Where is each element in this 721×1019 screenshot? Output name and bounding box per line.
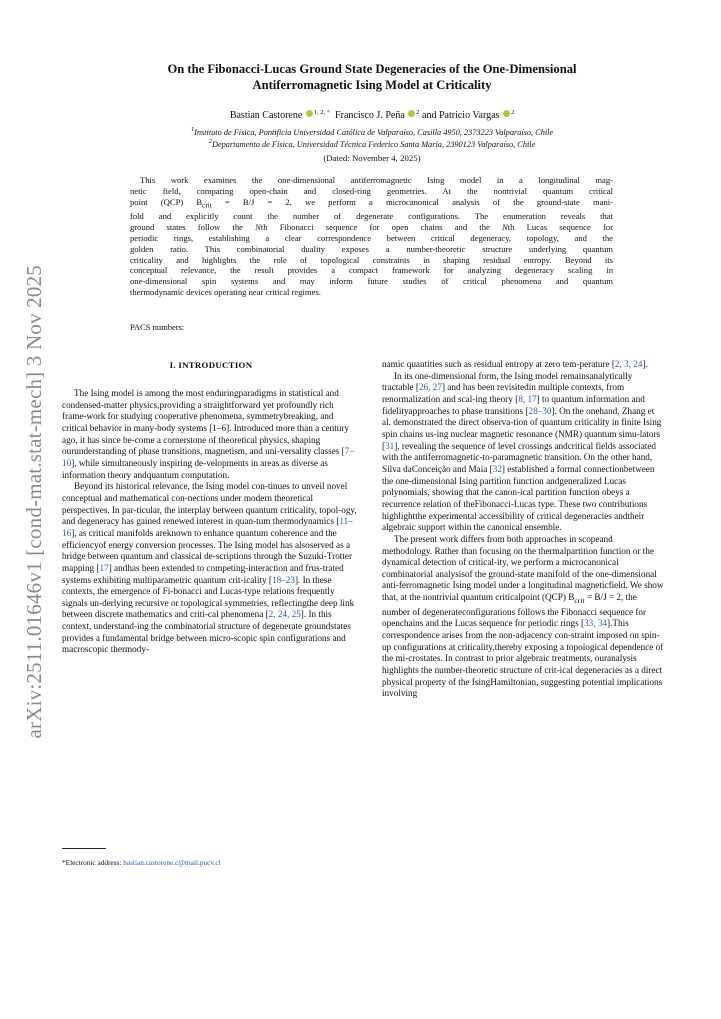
citation-link[interactable]: 32 (492, 463, 502, 474)
text-line: paramagnetic transition. On the other hand, Silva da (382, 452, 653, 474)
text-line: point (QCP) $B_{crit} = B/J = 2$, the number of degenerate (382, 592, 637, 617)
footnote-label: *Electronic address: (62, 858, 124, 867)
text-line: namic quantities such as residual entropy at zero tem- (382, 359, 580, 369)
text-line: cal phenomena [2, 24, 25]. In this context, understand- (62, 609, 332, 632)
text-line: breaking, and critical behavior in many-body systems [1– (62, 411, 334, 433)
text-line: tinues to unveil novel conceptual and mathematical con- (62, 481, 348, 503)
text-line: periodic rings, establishing a clear correspondence between critical degeneracy, topology, and the (130, 232, 613, 243)
arxiv-identifier-stamp[interactable]: arXiv:2511.01646v1 [cond-mat.stat-mech] 3 Nov 2025 (22, 265, 46, 739)
text-line: fold and explicitly count the number of degenerate configurations. The enumeration reveals that (130, 211, 613, 222)
author-list (80, 110, 664, 121)
affiliation-number: 2 (208, 138, 212, 145)
citation-link[interactable]: 28–30 (528, 405, 552, 416)
affiliation-text: Instituto de Física, Pontificia Universidad Católica de Valparaíso, Casilla 4950, 2373223 Valparaíso, Chile (194, 128, 554, 137)
text-line: point (QCP) $B_{crit} = B/J = 2$, we perform a microcanonical analysis of the ground-state mani- (130, 196, 614, 210)
citation-link[interactable]: 33, 34 (584, 618, 608, 629)
text-line: versality classes [7–10], while simultaneously inspiring de- (62, 446, 354, 468)
text-line: ical partition function obeys a recurrence relation of the (382, 487, 630, 509)
citation-link[interactable]: 11–16 (62, 516, 353, 538)
text-line: ferromagnetic Ising model under a longitudinal magnetic (398, 580, 609, 591)
text-line: analysis highlights the number-theoretic structure of crit- (382, 653, 637, 675)
text-line: The present work differs from both approaches in scope (394, 533, 600, 544)
text-line: approaches to phase transitions [28–30]. On the one (408, 405, 600, 416)
text-line: between the one-dimensional Ising partition function and (382, 463, 655, 486)
footnote-rule (62, 848, 106, 849)
text-line: analytically tractable [26, 27] and has been revisited (382, 370, 633, 393)
text-line: ical degeneracies as a direct physical property of the Ising (382, 664, 663, 687)
text-line: golden ratio. This combinatorial duality exposes a number-theoretic structure underlying quantum (130, 243, 613, 254)
orcid-icon[interactable] (503, 110, 510, 117)
text-line: conceptual relevance, the result provides a compact framework for analyzing degeneracy scaling in (130, 265, 613, 276)
text-line: perature [2, 3, 24]. (579, 359, 648, 369)
text-line: icality [18–23]. In these contexts, the emergence of Fi- (62, 574, 332, 597)
abstract (130, 175, 613, 298)
text-line: tion of quantum criticality in finite Ising spin chains us- (382, 417, 662, 439)
text-line: This work examines the one-dimensional antiferromagnetic Ising model in a longitudinal mag- (140, 175, 613, 185)
text-line: straint imposed on spin-up configurations at criticality, (382, 629, 660, 652)
author-name: Bastian Castorene (229, 110, 303, 121)
text-line: This correspondence arises from the non-adjacency con- (382, 618, 629, 640)
citation-link[interactable]: 18–23 (272, 574, 295, 585)
text-line: derlying recursive or topological symmetries, reflecting (102, 597, 307, 608)
text-line: lators [31], revealing the sequence of level crossings and (382, 428, 661, 451)
text-line: ing nuclear magnetic resonance (NMR) quantum simu- (436, 428, 640, 439)
text-line: tum thermodynamics [11–16], as critical manifolds are (62, 516, 353, 538)
text-line: thereby exposing a topological dependence of the mi- (382, 641, 664, 664)
text-line: ground states follow the Nth Fibonacci sequence for open chains and the Nth Lucas sequence for (130, 222, 614, 233)
text-line: scriptions through the Suzuki-Trotter mapping [17] and (62, 551, 353, 573)
author-name: Francisco J. Peña (335, 110, 405, 121)
citation-link[interactable]: 26, 27 (418, 382, 442, 393)
text-line: states provides a fundamental bridge between micro- (62, 621, 351, 643)
text-line: come a cornerstone of theoretical physics, shaping our (62, 434, 321, 457)
citation-link[interactable]: 8, 17 (518, 393, 537, 404)
paragraph (62, 388, 360, 481)
text-line: The Ising model is among the most enduring (74, 388, 239, 398)
text-line: Beyond its historical relevance, the Ising model con- (74, 481, 268, 492)
text-line: their algebraic support within the canonical ensemble. (382, 510, 645, 533)
citation-link[interactable]: 2, 3, 24 (614, 359, 643, 369)
email-link[interactable]: bastian.castorene.c@mail.pucv.cl (123, 858, 221, 867)
paragraph (382, 359, 664, 371)
right-column (382, 359, 664, 700)
text-line: ing the combinatorial structure of degenerate ground (137, 621, 331, 632)
text-line: ing theory [8, 17] to quantum information and fidelity (382, 393, 645, 416)
text-line: the experimental accessibility of critical degeneracies and (415, 510, 628, 521)
text-line: critical fields associated with the antiferromagnetic-to- (382, 440, 656, 463)
text-line: in multiple contexts, from renormalization and scal- (382, 382, 625, 404)
text-line: Fibonacci-Lucas type. These two contributions highlight (382, 498, 648, 521)
text-line: configurations follows the Fibonacci sequence for open (382, 606, 647, 629)
footnote (62, 858, 221, 867)
text-line: known to enhance quantum coherence and the efficiency (62, 527, 337, 550)
text-line: chains and the Lucas sequence for periodic rings [33, 34]. (399, 618, 613, 629)
author-name: Patricio Vargas (438, 110, 500, 121)
author-affiliation-mark: 1, 2, * (313, 109, 331, 116)
title-line: On the Fibonacci-Lucas Ground State Degeneracies of the One-Dimensional (167, 62, 577, 76)
text-line: Conceição and Maia [32] established a formal connection (411, 463, 624, 474)
text-line: scopic spin configurations and macroscopic thermody- (62, 632, 346, 655)
text-line: of energy conversion processes. The Ising model has also (98, 539, 310, 550)
text-line: partition function or the dynamical detection of critical- (382, 545, 654, 568)
text-line: In its one-dimensional form, the Ising model remains (394, 370, 590, 381)
affiliation-1 (80, 128, 664, 137)
text-line: crostates. In contrast to prior algebraic treatments, our (408, 653, 608, 664)
dated-line: (Dated: November 4, 2025) (323, 153, 421, 163)
citation-link[interactable]: 17 (99, 562, 109, 573)
paper-title (90, 62, 654, 93)
section-heading: I. INTRODUCTION (169, 360, 253, 370)
text-line: has been extended to competing-interaction and frus- (127, 562, 323, 573)
text-line: trated systems exhibiting multiparametric quantum crit- (62, 562, 344, 585)
text-line: thermodynamic devices operating near critical regimes. (130, 287, 321, 298)
title-line: Antiferromagnetic Ising Model at Criticality (252, 77, 492, 92)
affiliation-number: 1 (190, 126, 195, 133)
text-line: Hamiltonian, suggesting potential implications involving (382, 676, 663, 699)
text-line: providing a straightforward yet profoundly rich frame- (62, 399, 334, 422)
citation-link[interactable]: 2, 24, 25 (268, 609, 301, 620)
citation-link[interactable]: 31 (385, 440, 395, 451)
left-column (62, 388, 360, 656)
author-conjunction: and (422, 110, 437, 121)
text-line: generalized Lucas polynomials, showing that the canon- (382, 475, 626, 498)
orcid-icon[interactable] (408, 110, 415, 117)
text-line: served as a bridge between quantum and classical de- (62, 539, 351, 562)
text-line: work for studying cooperative phenomena, symmetry (86, 411, 284, 422)
text-line: velopments in areas as diverse as information theory and (62, 457, 328, 480)
text-line: ticular, the interplay between quantum criticality, topol- (136, 504, 342, 515)
text-line: one-dimensional spin systems and may inform future studies of critical phenomena and quantum (130, 276, 613, 287)
text-line: and methodology. Rather than focusing on the thermal (382, 533, 613, 556)
affiliation-text: Departamento de Física, Universidad Técnica Federico Santa María, 2390123 Valparaíso, Chile (211, 140, 536, 149)
affiliation-2 (80, 140, 664, 149)
author-affiliation-mark: 2 (416, 109, 420, 116)
text-line: the deep link between discrete mathematics and criti- (62, 597, 355, 620)
paragraph (382, 371, 664, 534)
text-line: 6]. Introduced more than a century ago, it has since be- (62, 422, 350, 445)
orcid-icon[interactable] (306, 110, 313, 117)
text-line: bonacci and Lucas-type relations frequently signals un- (62, 586, 335, 608)
paragraph (382, 534, 664, 700)
text-line: of the ground-state manifold of the one-dimensional anti- (382, 568, 657, 591)
citation-link[interactable]: 7–10 (62, 446, 354, 468)
text-line: hand, Zhang et al. demonstrated the direct observa- (382, 405, 655, 428)
author-affiliation-mark: 2 (510, 109, 515, 116)
text-line: nections under modern theoretical perspectives. In par- (62, 492, 314, 515)
text-line: understanding of phase transitions, magnetism, and uni- (74, 446, 280, 457)
text-line: quantum computation. (146, 469, 230, 480)
corresponding-author-mark[interactable]: * (326, 109, 331, 116)
pacs-numbers: PACS numbers: (130, 322, 185, 332)
text-line: criticality and highlights the role of topological constraints in shaping residual entropy. Beyond its (130, 254, 613, 265)
text-line: paradigms in statistical and condensed-matter physics, (62, 388, 339, 410)
text-line: ogy, and degeneracy has gained renewed interest in quan- (62, 504, 357, 527)
text-line: field. We show that, at the nontrivial quantum critical (382, 580, 664, 603)
text-line: ity, we perform a microcanonical combinatorial analysis (382, 557, 619, 579)
paragraph (62, 481, 360, 656)
text-line: netic field, comparing open-chain and closed-ring geometries. At the nontrivial quantum critical (130, 185, 613, 196)
